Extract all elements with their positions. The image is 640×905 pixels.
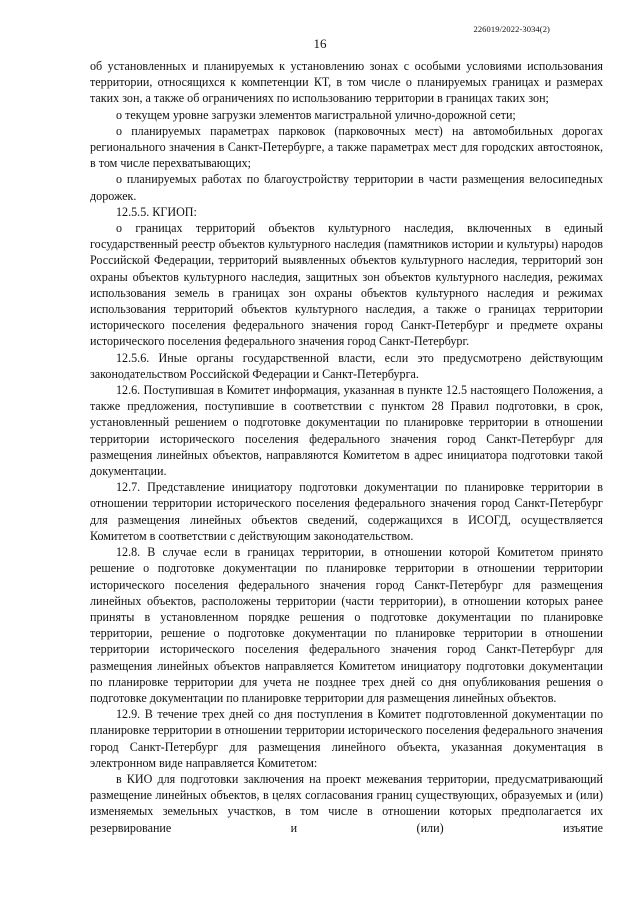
paragraph-bicycle-paths: о планируемых работах по благоустройству территории в части размещения велосипедных дорожек.: [90, 172, 603, 203]
paragraph-road-network-load: о текущем уровне загрузки элементов магистральной улично-дорожной сети;: [116, 107, 516, 122]
paragraph-12-8: 12.8. В случае если в границах территории, в отношении которой Комитетом принято решение о подготовке документации по планировке территории в отношении территории исторического поселения федерального значения город Санкт-Петербург для размещения линейных объектов, расположены территории (части территории), в отношении которых ранее приняты в установленном порядке решения о подготовке документации по планировке территории, решение о подготовке документации по планировке территории в отношении территории исторического поселения федерального значения город Санкт-Петербург для размещения линейных объектов направляется Комитетом инициатору подготовки документации по планировке территории для учета не позднее трех дней со дня опубликования решения о подготовке документации по планировке территории для размещения линейных объектов.: [90, 545, 603, 705]
paragraph-parking-parameters: о планируемых параметрах парковок (парковочных мест) на автомобильных дорогах регионального значения в Санкт-Петербурге, а также параметрах мест для городских автостоянок, в том числе перехватывающих;: [90, 123, 603, 171]
paragraph-kio-review: в КИО для подготовки заключения на проект межевания территории, предусматривающий размещение линейных объектов, в целях согласования границ существующих, образуемых и (или) изменяемых земельных участков, в том числе в отношении которых предполагается их резервирование и (или) изъятие: [90, 771, 603, 835]
document-registration-number: 226019/2022-3034(2): [473, 24, 550, 34]
paragraph-12-7: 12.7. Представление инициатору подготовки документации по планировке территории в отношении территории исторического поселения федерального значения город Санкт-Петербург для размещения линейных объектов сведений, содержащихся в ИСОГД, осуществляется Комитетом в соответствии с действующим законодательством.: [90, 480, 603, 543]
paragraph-kt-zones: об установленных и планируемых к установлению зонах с особыми условиями использования территории, относящихся к компетенции КТ, в том числе о планируемых границах и размерах таких зон, а также об ограничениях по использованию территории в границах таких зон;: [90, 59, 603, 106]
document-body: [90, 58, 603, 836]
page-number: 16: [313, 36, 327, 51]
paragraph-12-6: 12.6. Поступившая в Комитет информация, указанная в пункте 12.5 настоящего Положения, а также предложения, поступившие в соответствии с пунктом 28 Правил подготовки, в срок, установленный решением о подготовке документации по планировке территории в отношении территории исторического поселения федерального значения город Санкт-Петербург для размещения линейных объектов, направляются Комитетом в адрес инициатора подготовки такой документации.: [90, 383, 603, 479]
section-heading-12-5-5: 12.5.5. КГИОП:: [116, 204, 197, 219]
paragraph-12-9: 12.9. В течение трех дней со дня поступления в Комитет подготовленной документации по планировке территории в отношении территории исторического поселения федерального значения город Санкт-Петербург для размещения линейного объекта, указанная документация в электронном виде направляется Комитетом:: [90, 707, 603, 770]
paragraph-12-5-6: 12.5.6. Иные органы государственной власти, если это предусмотрено действующим законодательством Российской Федерации и Санкт-Петербурга.: [90, 350, 603, 381]
paragraph-cultural-heritage: о границах территорий объектов культурного наследия, включенных в единый государственный реестр объектов культурного наследия (памятников истории и культуры) народов Российской Федерации, территорий выявленных объектов культурного наследия, территорий зон охраны объектов культурного наследия, защитных зон объектов культурного наследия, режимах использования земель в границах зон охраны объектов культурного наследия и режимах использования территорий объектов культурного наследия, а также о границах территории исторического поселения федерального значения город Санкт-Петербург и предмете охраны исторического поселения федерального значения город Санкт-Петербург.: [90, 221, 603, 349]
